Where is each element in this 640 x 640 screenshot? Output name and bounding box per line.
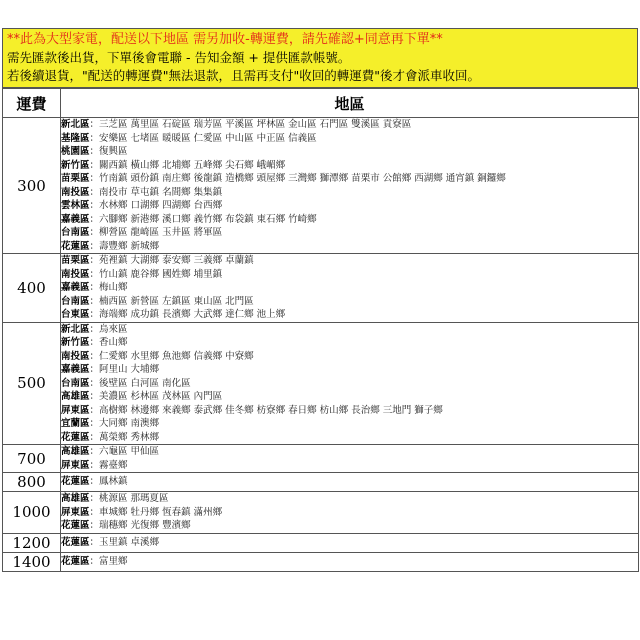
- town-list: 烏來區: [99, 323, 128, 335]
- county-name: 新北區: [61, 119, 90, 130]
- table-row: [3, 322, 639, 445]
- county-name: 花蓮區: [61, 476, 90, 488]
- fee-amount: 700: [3, 445, 61, 473]
- area-line: [61, 254, 638, 268]
- table-row: [3, 254, 639, 323]
- town-list: 霧臺鄉: [99, 459, 128, 471]
- town-list: 美濃區 杉林區 茂林區 內門區: [99, 391, 223, 402]
- area-line: [61, 199, 638, 213]
- town-list: 楠西區 新營區 左鎮區 東山區 北門區: [99, 295, 254, 307]
- area-line: [61, 281, 638, 295]
- fee-amount: 500: [3, 322, 61, 445]
- town-list: 復興區: [99, 146, 128, 157]
- county-separator: ：: [89, 213, 100, 225]
- table-header-row: [3, 89, 639, 118]
- area-line: [61, 213, 638, 227]
- area-line: [61, 555, 638, 569]
- area-line: [61, 377, 638, 391]
- town-list: 六腳鄉 新港鄉 溪口鄉 義竹鄉 布袋鎮 東石鄉 竹崎鄉: [99, 213, 317, 225]
- town-list: 鳳林鎮: [99, 476, 128, 488]
- county-separator: ：: [89, 119, 100, 130]
- area-line: [61, 145, 638, 159]
- town-list: 桃源區 那瑪夏區: [99, 493, 169, 504]
- area-list: [61, 322, 639, 445]
- county-separator: ：: [89, 536, 100, 548]
- county-separator: ：: [89, 350, 100, 362]
- county-separator: ：: [89, 418, 100, 429]
- town-list: 仁愛鄉 水里鄉 魚池鄉 信義鄉 中寮鄉: [99, 350, 254, 362]
- county-separator: ：: [89, 255, 100, 266]
- area-line: [61, 336, 638, 350]
- county-name: 桃園區: [61, 146, 90, 157]
- town-list: 高樹鄉 林邊鄉 來義鄉 泰武鄉 佳冬鄉 枋寮鄉 春日鄉 枋山鄉 長治鄉 三地門 獅子鄉: [99, 404, 443, 416]
- notice-line-3: 若後續退貨，"配送的轉運費"無法退款，且需再支付"收回的轉運費"後才會派車收回。: [7, 68, 480, 83]
- county-name: 台東區: [61, 309, 90, 320]
- notice-banner: [2, 28, 638, 88]
- county-separator: ：: [89, 377, 100, 389]
- town-list: 萬榮鄉 秀林鄉: [99, 431, 160, 443]
- area-line: [61, 268, 638, 282]
- area-line: [61, 390, 638, 404]
- area-list: [61, 473, 639, 492]
- county-separator: ：: [89, 337, 100, 348]
- area-line: [61, 536, 638, 550]
- county-separator: ：: [89, 555, 100, 567]
- county-separator: ：: [89, 159, 100, 171]
- county-name: 高雄區: [61, 493, 90, 504]
- area-line: [61, 459, 638, 473]
- area-line: [61, 132, 638, 146]
- town-list: 香山鄉: [99, 337, 128, 348]
- county-separator: ：: [89, 227, 100, 238]
- county-name: 高雄區: [61, 391, 90, 402]
- area-line: [61, 431, 638, 445]
- fee-amount: 800: [3, 473, 61, 492]
- county-separator: ：: [89, 323, 100, 335]
- county-name: 屏東區: [61, 506, 90, 518]
- county-name: 嘉義區: [61, 364, 90, 375]
- county-name: 台南區: [61, 227, 90, 238]
- town-list: 後壁區 白河區 南化區: [99, 377, 191, 389]
- town-list: 水林鄉 口湖鄉 四湖鄉 台西鄉: [99, 200, 223, 211]
- county-separator: ：: [89, 493, 100, 504]
- town-list: 富里鄉: [99, 555, 128, 567]
- notice-line-2: 需先匯款後出貨，下單後會電聯 - 告知金額 + 提供匯款帳號。: [7, 50, 351, 65]
- county-separator: ：: [89, 404, 100, 416]
- county-separator: ：: [89, 132, 100, 144]
- table-row: [3, 492, 639, 534]
- area-list: [61, 533, 639, 552]
- county-separator: ：: [89, 364, 100, 375]
- fee-amount: 1000: [3, 492, 61, 534]
- county-separator: ：: [89, 295, 100, 307]
- county-separator: ：: [89, 268, 100, 280]
- area-line: [61, 404, 638, 418]
- county-name: 雲林區: [61, 200, 90, 211]
- county-separator: ：: [89, 520, 100, 531]
- county-name: 花蓮區: [61, 555, 90, 567]
- county-name: 苗栗區: [61, 173, 90, 184]
- county-separator: ：: [89, 240, 100, 252]
- area-line: [61, 506, 638, 520]
- county-name: 花蓮區: [61, 520, 90, 531]
- table-row: [3, 533, 639, 552]
- county-name: 花蓮區: [61, 240, 90, 252]
- table-row: [3, 445, 639, 473]
- county-name: 南投區: [61, 186, 90, 198]
- area-line: [61, 363, 638, 377]
- area-list: [61, 254, 639, 323]
- town-list: 六龜區 甲仙區: [99, 446, 160, 457]
- county-name: 新竹區: [61, 337, 90, 348]
- shipping-fee-table: [2, 88, 639, 572]
- fee-amount: 1400: [3, 552, 61, 571]
- town-list: 苑裡鎮 大湖鄉 泰安鄉 三義鄉 卓蘭鎮: [99, 255, 254, 266]
- area-line: [61, 445, 638, 459]
- county-separator: ：: [89, 309, 100, 320]
- table-row: [3, 118, 639, 254]
- area-list: [61, 552, 639, 571]
- area-line: [61, 519, 638, 533]
- county-name: 宜蘭區: [61, 418, 90, 429]
- county-name: 基隆區: [61, 132, 90, 144]
- area-list: [61, 492, 639, 534]
- county-name: 台南區: [61, 377, 90, 389]
- town-list: 海端鄉 成功鎮 長濱鄉 大武鄉 達仁鄉 池上鄉: [99, 309, 286, 320]
- county-name: 南投區: [61, 350, 90, 362]
- town-list: 南投市 草屯鎮 名間鄉 集集鎮: [99, 186, 223, 198]
- area-line: [61, 118, 638, 132]
- table-body: [3, 118, 639, 572]
- county-name: 屏東區: [61, 459, 90, 471]
- fee-amount: 400: [3, 254, 61, 323]
- county-separator: ：: [89, 146, 100, 157]
- fee-amount: 1200: [3, 533, 61, 552]
- county-name: 花蓮區: [61, 536, 90, 548]
- county-separator: ：: [89, 173, 100, 184]
- area-list: [61, 445, 639, 473]
- town-list: 三芝區 萬里區 石碇區 瑞芳區 平溪區 坪林區 金山區 石門區 雙溪區 貢寮區: [99, 119, 412, 130]
- county-separator: ：: [89, 282, 100, 293]
- town-list: 大同鄉 南澳鄉: [99, 418, 160, 429]
- area-line: [61, 186, 638, 200]
- town-list: 阿里山 大埔鄉: [99, 364, 160, 375]
- county-separator: ：: [89, 446, 100, 457]
- header-area: 地區: [61, 89, 639, 118]
- area-line: [61, 350, 638, 364]
- county-name: 嘉義區: [61, 213, 90, 225]
- town-list: 柳營區 龍崎區 玉井區 將軍區: [99, 227, 223, 238]
- table-row: [3, 473, 639, 492]
- county-name: 新北區: [61, 323, 90, 335]
- header-fee: 運費: [3, 89, 61, 118]
- county-separator: ：: [89, 506, 100, 518]
- area-line: [61, 475, 638, 489]
- notice-line-1: **此為大型家電，配送以下地區 需另加收-轉運費，請先確認+同意再下單**: [7, 32, 443, 47]
- county-name: 苗栗區: [61, 255, 90, 266]
- area-line: [61, 417, 638, 431]
- town-list: 壽豐鄉 新城鄉: [99, 240, 160, 252]
- county-separator: ：: [89, 200, 100, 211]
- county-separator: ：: [89, 459, 100, 471]
- town-list: 瑞穗鄉 光復鄉 豐濱鄉: [99, 520, 191, 531]
- town-list: 安樂區 七堵區 暖暖區 仁愛區 中山區 中正區 信義區: [99, 132, 317, 144]
- table-row: [3, 552, 639, 571]
- area-line: [61, 240, 638, 254]
- area-line: [61, 226, 638, 240]
- county-name: 南投區: [61, 268, 90, 280]
- town-list: 竹山鎮 鹿谷鄉 國姓鄉 埔里鎮: [99, 268, 223, 280]
- area-line: [61, 308, 638, 322]
- county-name: 嘉義區: [61, 282, 90, 293]
- county-name: 台南區: [61, 295, 90, 307]
- area-list: [61, 118, 639, 254]
- town-list: 梅山鄉: [99, 282, 128, 293]
- county-separator: ：: [89, 476, 100, 488]
- area-line: [61, 159, 638, 173]
- town-list: 玉里鎮 卓溪鄉: [99, 536, 160, 548]
- county-name: 高雄區: [61, 446, 90, 457]
- area-line: [61, 323, 638, 337]
- town-list: 關西鎮 橫山鄉 北埔鄉 五峰鄉 尖石鄉 峨嵋鄉: [99, 159, 286, 171]
- county-name: 屏東區: [61, 404, 90, 416]
- area-line: [61, 492, 638, 506]
- area-line: [61, 172, 638, 186]
- county-name: 花蓮區: [61, 431, 90, 443]
- town-list: 車城鄉 牡丹鄉 恆春鎮 滿州鄉: [99, 506, 223, 518]
- town-list: 竹南鎮 頭份鎮 南庄鄉 後龍鎮 造橋鄉 頭屋鄉 三灣鄉 獅潭鄉 苗栗市 公館鄉 西湖鄉 通宵鎮 銅鑼鄉: [99, 173, 506, 184]
- fee-amount: 300: [3, 118, 61, 254]
- county-separator: ：: [89, 186, 100, 198]
- county-name: 新竹區: [61, 159, 90, 171]
- county-separator: ：: [89, 391, 100, 402]
- county-separator: ：: [89, 431, 100, 443]
- area-line: [61, 295, 638, 309]
